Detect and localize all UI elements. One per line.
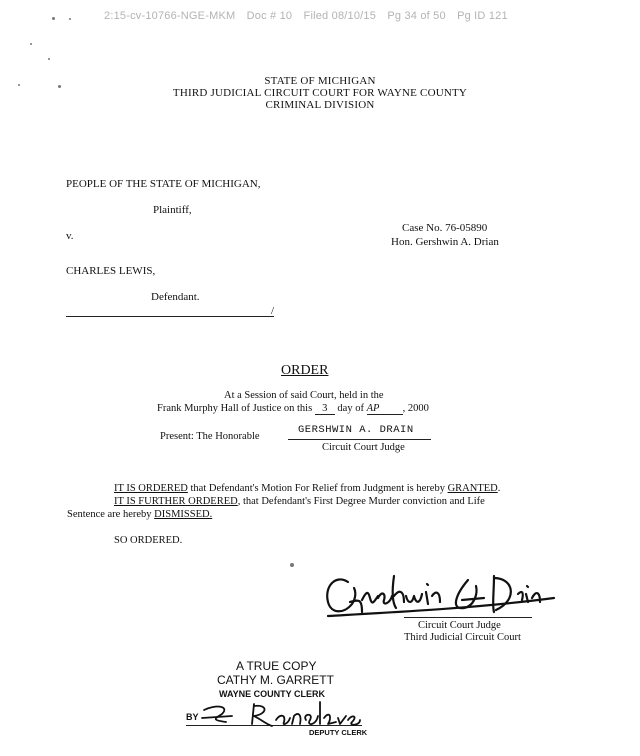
plaintiff-name: PEOPLE OF THE STATE OF MICHIGAN,	[66, 178, 261, 190]
header-filed-date: Filed 08/10/15	[303, 10, 377, 22]
it-is-ordered: IT IS ORDERED	[114, 483, 188, 494]
session-day: 3	[315, 403, 335, 415]
session-month: AP	[367, 403, 403, 415]
case-number: Case No. 76-05890	[402, 222, 488, 234]
granted: GRANTED	[447, 483, 498, 494]
signer-court: Third Judicial Circuit Court	[404, 632, 521, 643]
stamp-deputy-clerk: DEPUTY CLERK	[309, 728, 368, 737]
sentence-text: Sentence are hereby	[67, 509, 155, 520]
stamp-by: BY	[186, 712, 199, 722]
motion-text: that Defendant's Motion For Relief from Judgment is hereby	[187, 483, 448, 494]
session-year: , 2000	[402, 403, 429, 414]
scan-speck	[290, 563, 294, 567]
present-label: Present: The Honorable	[160, 431, 260, 442]
it-is-further-ordered: IT IS FURTHER ORDERED	[114, 496, 238, 507]
conviction-text: , that Defendant's First Degree Murder conviction and Life	[237, 496, 485, 507]
para1-end: .	[497, 483, 501, 494]
so-ordered: SO ORDERED.	[114, 535, 183, 546]
stamp-clerk-title: WAYNE COUNTY CLERK	[219, 689, 326, 699]
plaintiff-label: Plaintiff,	[153, 204, 192, 216]
filing-header	[104, 10, 516, 22]
judge-title: Circuit Court Judge	[322, 442, 405, 453]
signer-title: Circuit Court Judge	[418, 620, 501, 631]
judge-name-rule	[288, 439, 431, 440]
dismissed: DISMISSED.	[154, 509, 213, 520]
stamp-true-copy: A TRUE COPY	[236, 659, 317, 673]
session-location: Frank Murphy Hall of Justice on this	[157, 403, 313, 414]
header-page-id: Pg ID 121	[457, 10, 508, 22]
scan-speck	[30, 43, 32, 45]
session-line-2	[157, 403, 429, 415]
session-line-1: At a Session of said Court, held in the	[224, 390, 384, 401]
session-day-of: day of	[337, 403, 364, 414]
header-case-number: 2:15-cv-10766-NGE-MKM	[104, 10, 236, 22]
judge-signature	[318, 568, 558, 624]
judge-typed-name: GERSHWIN A. DRAIN	[298, 424, 414, 436]
order-paragraph-1	[114, 483, 500, 494]
caption-slash: /	[271, 305, 275, 317]
order-paragraph-3	[67, 509, 212, 520]
header-doc-number: Doc # 10	[246, 10, 293, 22]
assigned-judge: Hon. Gershwin A. Drian	[391, 236, 499, 248]
court-division: CRIMINAL DIVISION	[265, 99, 375, 111]
defendant-label: Defendant.	[151, 291, 200, 303]
caption-rule	[66, 316, 274, 317]
scan-speck	[52, 17, 55, 20]
stamp-clerk-name: CATHY M. GARRETT	[217, 673, 334, 687]
order-paragraph-2	[114, 496, 485, 507]
court-state: STATE OF MICHIGAN	[264, 75, 376, 87]
defendant-name: CHARLES LEWIS,	[66, 265, 156, 277]
versus: v.	[66, 230, 74, 242]
scan-speck	[48, 58, 50, 60]
deputy-clerk-signature	[196, 700, 364, 730]
court-name: THIRD JUDICIAL CIRCUIT COURT FOR WAYNE COUNTY	[172, 87, 468, 99]
order-title: ORDER	[281, 363, 329, 378]
signature-rule	[404, 617, 532, 618]
header-page: Pg 34 of 50	[387, 10, 446, 22]
scan-speck	[69, 18, 71, 20]
